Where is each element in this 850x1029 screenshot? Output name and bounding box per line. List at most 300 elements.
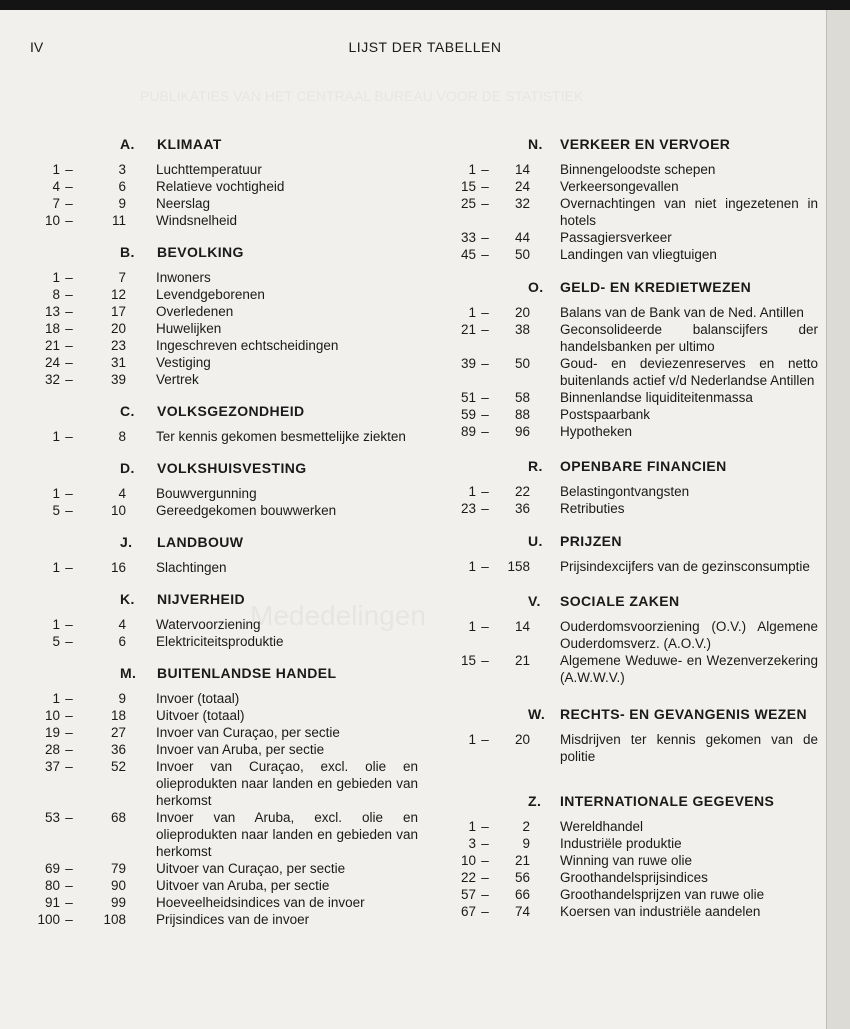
table-range [440,246,560,263]
range-from: 51 [460,390,476,405]
table-range [28,269,156,286]
section-letter: O. [528,279,544,295]
range-from: 1 [52,429,60,444]
range-dash: – [65,287,73,302]
table-row [440,886,818,903]
range-dash: – [65,708,73,723]
table-title: Levendgeborenen [156,287,265,302]
table-range [28,690,156,707]
section-letter: M. [120,665,137,681]
range-dash: – [65,213,73,228]
table-row [440,618,818,652]
right-column [440,134,818,920]
section-letter: A. [120,136,135,152]
section-sociale-zaken [440,591,818,686]
section-geld-en-kredietwezen [440,277,818,440]
table-row [440,835,818,852]
range-dash: – [481,836,489,851]
range-to: 50 [514,356,530,371]
table-title: Geconsolideerde balanscijfers der handelsbanken per ultimo [560,322,818,354]
scan-right-edge [826,10,850,1029]
range-to: 3 [118,162,126,177]
table-row [28,860,418,877]
range-dash: – [481,179,489,194]
range-dash: – [481,870,489,885]
range-dash: – [65,895,73,910]
table-range [440,389,560,406]
range-dash: – [481,559,489,574]
table-title: Belastingontvangsten [560,484,690,499]
table-range [440,406,560,423]
range-dash: – [65,634,73,649]
range-to: 20 [514,732,530,747]
table-range [28,485,156,502]
section-heading [120,458,418,479]
table-range [28,161,156,178]
range-from: 21 [44,338,60,353]
table-row [440,852,818,869]
range-from: 1 [52,560,60,575]
section-heading [120,532,418,553]
section-title: PRIJZEN [560,533,622,549]
table-title: Misdrijven ter kennis gekomen van de politie [560,732,818,764]
table-row [28,428,418,445]
table-title: Invoer (totaal) [156,691,240,706]
range-from: 1 [468,305,476,320]
range-to: 36 [110,742,126,757]
section-title: VOLKSGEZONDHEID [157,403,305,419]
table-row [28,337,418,354]
section-klimaat [28,134,418,229]
range-dash: – [481,196,489,211]
range-to: 21 [514,853,530,868]
range-dash: – [481,424,489,439]
range-from: 3 [468,836,476,851]
range-to: 68 [110,810,126,825]
table-row [28,303,418,320]
table-row [440,652,818,686]
table-range [28,741,156,758]
section-title: OPENBARE FINANCIEN [560,458,727,474]
section-heading [528,531,818,552]
range-to: 16 [110,560,126,575]
range-from: 28 [44,742,60,757]
table-title: Invoer van Curaçao, excl. olie en olieprodukten naar landen en gebieden van herkomst [156,759,418,808]
table-row [440,406,818,423]
table-range [28,894,156,911]
table-range [440,321,560,355]
range-to: 58 [514,390,530,405]
table-title: Goud- en deviezenreserves en netto buitenlands actief v/d Nederlandse Antillen [560,356,818,388]
range-to: 6 [118,634,126,649]
range-to: 50 [514,247,530,262]
table-row [28,161,418,178]
range-from: 25 [460,196,476,211]
table-row [440,321,818,355]
table-row [28,690,418,707]
section-title: INTERNATIONALE GEGEVENS [560,793,775,809]
table-title: Verkeersongevallen [560,179,679,194]
table-range [28,860,156,877]
range-to: 32 [514,196,530,211]
range-to: 2 [522,819,530,834]
section-title: VERKEER EN VERVOER [560,136,731,152]
table-row [440,500,818,517]
table-row [28,894,418,911]
range-to: 11 [111,213,126,228]
page-title: LIJST DER TABELLEN [348,39,502,55]
table-range [28,809,156,860]
range-dash: – [65,321,73,336]
table-title: Watervoorziening [156,617,261,632]
table-row [28,707,418,724]
section-title: NIJVERHEID [157,591,246,607]
range-from: 23 [460,501,476,516]
range-to: 7 [118,270,126,285]
table-title: Vertrek [156,372,199,387]
table-row [28,616,418,633]
range-dash: – [481,853,489,868]
range-dash: – [481,484,489,499]
range-from: 1 [468,819,476,834]
left-column [28,134,418,928]
range-to: 6 [118,179,126,194]
table-title: Neerslag [156,196,211,211]
range-dash: – [65,372,73,387]
table-row [440,903,818,920]
table-title: Overledenen [156,304,234,319]
table-range [440,869,560,886]
table-row [440,483,818,500]
range-to: 10 [110,503,126,518]
range-dash: – [65,759,73,774]
table-title: Uitvoer (totaal) [156,708,245,723]
range-to: 56 [514,870,530,885]
range-from: 22 [460,870,476,885]
range-to: 38 [514,322,530,337]
range-to: 20 [514,305,530,320]
section-letter: B. [120,244,135,260]
range-to: 9 [522,836,530,851]
range-dash: – [65,503,73,518]
section-heading [528,791,818,812]
table-title: Binnengeloodste schepen [560,162,716,177]
table-range [440,178,560,195]
range-to: 99 [110,895,126,910]
table-title: Uitvoer van Curaçao, per sectie [156,861,346,876]
table-range [28,502,156,519]
table-range [28,320,156,337]
table-title: Relatieve vochtigheid [156,179,285,194]
table-row [440,355,818,389]
table-title: Ter kennis gekomen besmettelijke ziekten [156,429,406,444]
range-from: 91 [44,895,60,910]
table-row [28,877,418,894]
table-title: Balans van de Bank van de Ned. Antillen [560,305,804,320]
table-row [28,741,418,758]
section-bevolking [28,242,418,388]
table-range [440,195,560,229]
table-row [440,229,818,246]
range-from: 13 [44,304,60,319]
table-row [440,731,818,765]
range-from: 1 [468,162,476,177]
section-letter: R. [528,458,543,474]
section-title: BEVOLKING [157,244,244,260]
table-title: Slachtingen [156,560,227,575]
range-dash: – [65,810,73,825]
table-range [440,483,560,500]
table-row [28,502,418,519]
table-title: Luchttemperatuur [156,162,262,177]
range-from: 67 [460,904,476,919]
range-from: 5 [52,634,60,649]
range-from: 100 [37,912,60,927]
table-range [28,212,156,229]
range-to: 23 [110,338,126,353]
table-range [28,337,156,354]
table-range [28,633,156,650]
range-to: 12 [110,287,126,302]
table-row [28,559,418,576]
section-heading [528,134,818,155]
table-range [440,500,560,517]
table-row [28,758,418,809]
range-dash: – [481,407,489,422]
table-range [28,707,156,724]
table-range [440,618,560,652]
table-range [440,903,560,920]
range-to: 22 [514,484,530,499]
range-dash: – [65,270,73,285]
range-dash: – [65,179,73,194]
table-range [440,835,560,852]
section-title: VOLKSHUISVESTING [157,460,307,476]
table-title: Binnenlandse liquiditeitenmassa [560,390,753,405]
section-letter: K. [120,591,135,607]
table-row [28,371,418,388]
section-title: RECHTS- EN GEVANGENIS WEZEN [560,706,808,722]
range-to: 21 [514,653,530,668]
table-title: Koersen van industriële aandelen [560,904,761,919]
table-row [440,304,818,321]
table-row [28,485,418,502]
table-title: Overnachtingen van niet ingezetenen in hotels [560,196,818,228]
range-dash: – [65,725,73,740]
range-dash: – [65,912,73,927]
range-to: 9 [118,196,126,211]
table-range [28,303,156,320]
range-from: 21 [460,322,476,337]
table-range [440,355,560,389]
table-row [28,633,418,650]
table-title: Invoer van Curaçao, per sectie [156,725,340,740]
range-from: 1 [52,617,60,632]
section-title: KLIMAAT [157,136,222,152]
table-row [28,178,418,195]
table-range [28,616,156,633]
range-to: 8 [118,429,126,444]
range-from: 39 [460,356,476,371]
table-row [28,269,418,286]
range-to: 74 [514,904,530,919]
range-dash: – [481,247,489,262]
range-from: 1 [468,484,476,499]
section-volkshuisvesting [28,458,418,519]
table-range [440,161,560,178]
range-dash: – [481,230,489,245]
section-heading [120,242,418,263]
section-title: LANDBOUW [157,534,244,550]
table-range [440,852,560,869]
table-range [28,758,156,809]
table-range [440,818,560,835]
range-to: 39 [110,372,126,387]
range-dash: – [65,355,73,370]
range-from: 1 [52,270,60,285]
section-letter: U. [528,533,543,549]
range-to: 158 [507,559,530,574]
table-row [440,178,818,195]
range-dash: – [481,732,489,747]
range-to: 96 [514,424,530,439]
range-from: 1 [468,619,476,634]
table-title: Elektriciteitsproduktie [156,634,284,649]
range-dash: – [481,305,489,320]
range-to: 52 [110,759,126,774]
range-from: 1 [52,486,60,501]
section-openbare-financien [440,456,818,517]
table-row [440,161,818,178]
section-heading [120,401,418,422]
scan-top-border [0,0,850,10]
table-range [440,731,560,765]
range-from: 53 [44,810,60,825]
range-from: 1 [468,732,476,747]
section-verkeer-en-vervoer [440,134,818,263]
range-dash: – [481,904,489,919]
section-title: GELD- EN KREDIETWEZEN [560,279,752,295]
range-dash: – [65,162,73,177]
table-range [28,354,156,371]
table-title: Bouwvergunning [156,486,257,501]
range-from: 1 [468,559,476,574]
table-title: Vestiging [156,355,211,370]
range-to: 9 [118,691,126,706]
range-from: 37 [44,759,60,774]
range-from: 4 [52,179,60,194]
table-title: Retributies [560,501,625,516]
table-title: Gereedgekomen bouwwerken [156,503,337,518]
table-row [440,246,818,263]
range-from: 7 [52,196,60,211]
table-title: Ouderdomsvoorziening (O.V.) Algemene Ouderdomsverz. (A.O.V.) [560,619,818,651]
table-range [28,371,156,388]
table-range [28,286,156,303]
section-letter: N. [528,136,543,152]
range-dash: – [65,486,73,501]
range-dash: – [65,196,73,211]
table-range [28,724,156,741]
range-from: 45 [460,247,476,262]
section-title: BUITENLANDSE HANDEL [157,665,337,681]
section-internationale-gegevens [440,791,818,920]
range-dash: – [65,742,73,757]
show-through-text [140,88,583,104]
range-from: 18 [44,321,60,336]
range-to: 36 [514,501,530,516]
table-title: Inwoners [156,270,211,285]
table-row [28,354,418,371]
table-range [28,559,156,576]
table-range [28,911,156,928]
table-row [440,195,818,229]
table-row [28,320,418,337]
table-title: Postspaarbank [560,407,651,422]
section-heading [528,277,818,298]
range-dash: – [481,501,489,516]
range-from: 33 [460,230,476,245]
range-from: 5 [52,503,60,518]
table-title: Groothandelsprijzen van ruwe olie [560,887,765,902]
table-row [440,869,818,886]
table-title: Industriële produktie [560,836,682,851]
range-dash: – [481,619,489,634]
range-dash: – [65,429,73,444]
table-title: Prijsindexcijfers van de gezinsconsumptie [560,559,810,574]
table-row [28,724,418,741]
range-dash: – [65,560,73,575]
table-range [28,195,156,212]
table-row [28,911,418,928]
range-dash: – [481,162,489,177]
section-rechts-en-gevangenis-wezen [440,704,818,765]
range-from: 15 [460,179,476,194]
range-from: 10 [44,213,60,228]
table-row [440,818,818,835]
table-title: Algemene Weduwe- en Wezenverzekering (A.W.W.V.) [560,653,818,685]
range-to: 17 [110,304,126,319]
table-range [28,178,156,195]
range-dash: – [481,887,489,902]
section-heading [528,456,818,477]
range-dash: – [65,861,73,876]
range-dash: – [65,304,73,319]
table-range [28,877,156,894]
range-dash: – [65,338,73,353]
section-heading [528,704,818,725]
section-heading [120,663,418,684]
range-dash: – [65,617,73,632]
range-to: 31 [110,355,126,370]
range-to: 24 [514,179,530,194]
range-from: 19 [44,725,60,740]
range-to: 88 [514,407,530,422]
range-to: 108 [103,912,126,927]
range-dash: – [481,390,489,405]
range-to: 18 [110,708,126,723]
table-title: Windsnelheid [156,213,238,228]
table-range [440,652,560,686]
table-title: Invoer van Aruba, excl. olie en olieprodukten naar landen en gebieden van herkomst [156,810,418,859]
table-row [440,423,818,440]
range-from: 69 [44,861,60,876]
range-from: 1 [52,691,60,706]
section-landbouw [28,532,418,576]
table-title: Prijsindices van de invoer [156,912,310,927]
table-range [28,428,156,445]
range-to: 90 [110,878,126,893]
